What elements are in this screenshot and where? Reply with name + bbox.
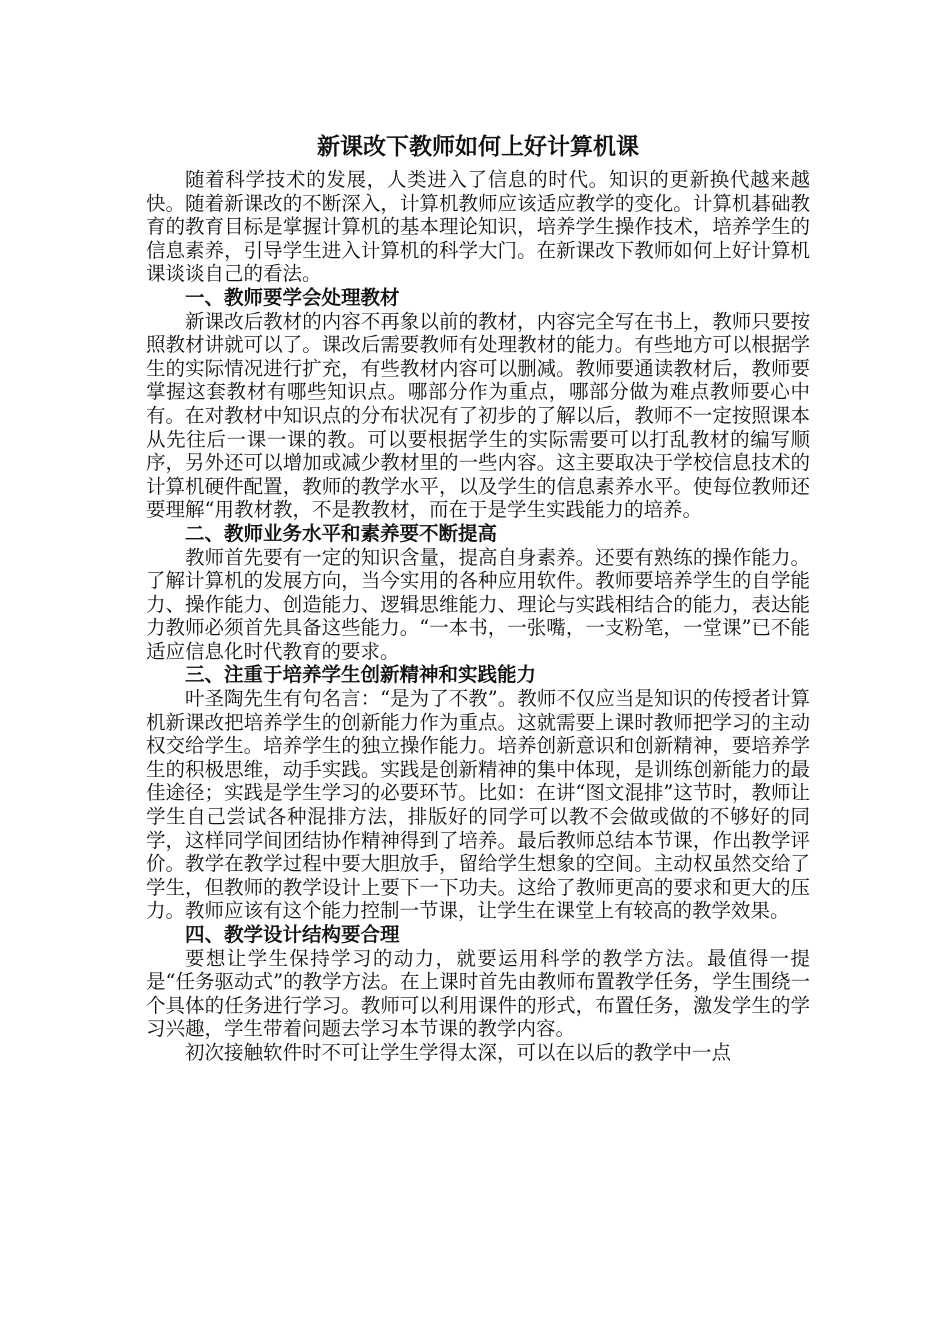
section-heading: 二、教师业务水平和素养要不断提高 (185, 521, 498, 545)
section-paragraph: 要想让学生保持学习的动力，就要运用科学的教学方法。最值得一提是“任务驱动式”的教学方法。在上课时首先由教师布置教学任务，学生围绕一个具体的任务进行学习。教师可以利用课件的形式，布置任务，激发学生的学习兴趣，学生带着问题去学习本节课的教学内容。 (146, 946, 810, 1041)
section-heading: 四、教学设计结构要合理 (185, 923, 400, 946)
section-paragraph: 叶圣陶先生有句名言：“是为了不教”。教师不仅应当是知识的传授者计算机新课改把培养学生的创新能力作为重点。这就需要上课时教师把学习的主动权交给学生。培养学生的独立操作能力。培养创新意识和创新精神，要培养学生的积极思维，动手实践。实践是创新精神的集中体现，是训练创新能力的最佳途径；实践是学生学习的必要环节。比如：在讲“图文混排”这节时，教师让学生自己尝试各种混排方法，排版好的同学可以教不会做或做的不够好的同学，这样同学间团结协作精神得到了培养。最后教师总结本节课，作出教学评价。教学在教学过程中要大胆放手，留给学生想象的空间。主动权虽然交给了学生，但教师的教学设计上要下一下功夫。这给了教师更高的要求和更大的压力。教师应该有这个能力控制一节课，让学生在课堂上有较高的教学效果。 (146, 687, 810, 923)
intro-paragraph: 随着科学技术的发展，人类进入了信息的时代。知识的更新换代越来越快。随着新课改的不断深入，计算机教师应该适应教学的变化。计算机碁础教育的教育目标是掌握计算机的基本理论知识，培养学生操作技术，培养学生的信息素养，引导学生进入计算机的科学大门。在新课改下教师如何上好计算机课谈谈自己的看法。 (146, 168, 810, 286)
document-title: 新课改下教师如何上好计算机课 (317, 134, 639, 160)
section-paragraph: 新课改后教材的内容不再象以前的教材，内容完全写在书上，教师只要按照教材讲就可以了。课改后需要教师有处理教材的能力。有些地方可以根据学生的实际情况进行扩充，有些教材内容可以删减。教师要通读教材后，教师要掌握这套教材有哪些知识点。哪部分作为重点，哪部分做为难点教师要心中有。在对教材中知识点的分布状况有了初步的了解以后，教师不一定按照课本从先往后一课一课的教。可以要根据学生的实际需要可以打乱教材的编写顺序，另外还可以增加或减少教材里的一些内容。这主要取决于学校信息技术的计算机硬件配置，教师的教学水平，以及学生的信息素养水平。使每位教师还要理解“用教材教，不是教教材，而在于是学生实践能力的培养。 (146, 309, 810, 522)
document-page (146, 130, 810, 1065)
section-paragraph: 初次接触软件时不可让学生学得太深，可以在以后的教学中一点 (185, 1040, 732, 1064)
section-4 (146, 923, 810, 1065)
section-3 (146, 663, 810, 923)
section-1 (146, 286, 810, 522)
section-heading: 三、注重于培养学生创新精神和实践能力 (185, 663, 537, 687)
section-paragraph: 教师首先要有一定的知识含量，提高自身素养。还要有熟练的操作能力。了解计算机的发展方向，当今实用的各种应用软件。教师要培养学生的自学能力、操作能力、创造能力、逻辑思维能力、理论与实践相结合的能力，表达能力教师必须首先具备这些能力。“一本书，一张嘴，一支粉笔，一堂课”已不能适应信息化时代教育的要求。 (146, 545, 810, 663)
section-2 (146, 522, 810, 664)
section-heading: 一、教师要学会处理教材 (185, 285, 400, 309)
